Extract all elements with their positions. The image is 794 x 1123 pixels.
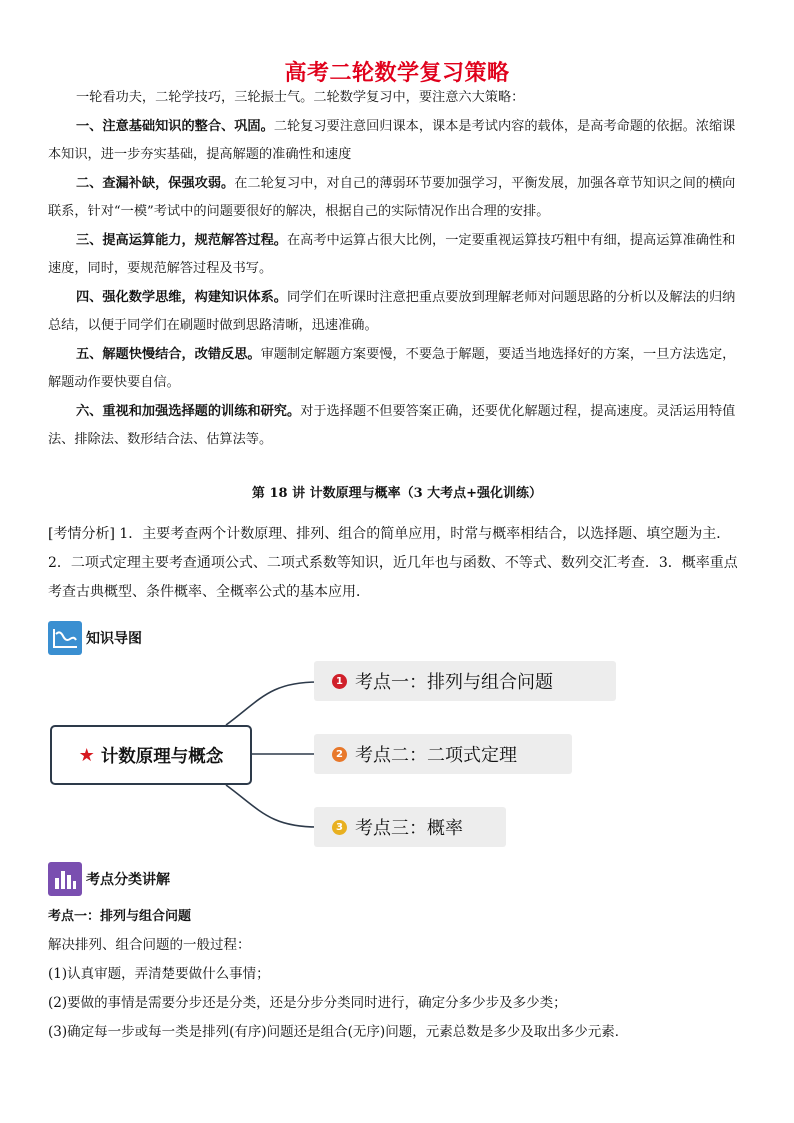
star-icon: ★ [78,744,95,766]
exam-analysis: [考情分析] 1．主要考查两个计数原理、排列、组合的简单应用，时常与概率相结合，以选择题、填空题为主．2．二项式定理主要考查通项公式、二项式系数等知识，近几年也与函数、不等式、数列交汇考查．3．概率重点考查古典概型、条件概率、全概率公式的基本应用． [48,526,738,600]
intro-paragraph: 一轮看功夫，二轮学技巧，三轮振士气。二轮数学复习中，要注意六大策略： [76,90,525,105]
strategy-section [48,84,748,455]
topic-one [48,902,748,1047]
strategy-paragraph: 四、强化数学思维，构建知识体系。同学们在听课时注意把重点要放到理解老师对问题思路的分析以及解法的归纳总结，以便于同学们在刷题时做到思路清晰，迅速准确。 [48,289,736,333]
bar-chart-icon [48,862,82,896]
page-title: 高考二轮数学复习策略 [284,61,510,86]
section-header-knowledge-map [48,621,142,655]
strategy-paragraph: 六、重视和加强选择题的训练和研究。对于选择题不但要答案正确，还要优化解题过程，提高速度。灵活运用特值法、排除法、数形结合法、估算法等。 [48,403,736,447]
strategy-paragraph: 二、查漏补缺，保强攻弱。在二轮复习中，对自己的薄弱环节要加强学习，平衡发展，加强各章节知识之间的横向联系，针对“一模”考试中的问题要很好的解决，根据自己的实际情况作出合理的安排。 [48,175,736,219]
number-badge: 3 [332,820,347,835]
strategy-paragraph: 一、注意基础知识的整合、巩固。二轮复习要注意回归课本，课本是考试内容的载体，是高考命题的依据。浓缩课本知识，进一步夯实基础，提高解题的准确性和速度 [48,118,736,162]
body-line: (1)认真审题，弄清楚要做什么事情； [48,966,270,982]
body-line: 解决排列、组合问题的一般过程： [48,937,251,953]
strategy-paragraph: 三、提高运算能力，规范解答过程。在高考中运算占很大比例，一定要重视运算技巧粗中有细，提高运算准确性和速度，同时，要规范解答过程及书写。 [48,232,736,276]
mindmap-node-2 [314,734,572,774]
section-label: 考点分类讲解 [86,872,170,888]
body-line: (3)确定每一步或每一类是排列(有序)问题还是组合(无序)问题，元素总数是多少及取出多少元素． [48,1024,629,1040]
topic-title: 考点一：排列与组合问题 [48,909,192,924]
mindmap-root [50,725,252,785]
mindmap-node-1 [314,661,616,701]
mindmap-node-label: 考点三：概率 [355,818,463,839]
mindmap-node-3 [314,807,506,847]
mindmap-node-label: 考点一：排列与组合问题 [355,672,553,693]
section-label: 知识导图 [86,631,142,647]
mindmap-node-label: 考点二：二项式定理 [355,745,517,766]
number-badge: 1 [332,674,347,689]
number-badge: 2 [332,747,347,762]
lecture-title: 第 18 讲 计数原理与概率（3 大考点+强化训练） [251,486,543,501]
section-header-topics [48,862,170,896]
mindmap-root-label: 计数原理与概念 [100,746,224,767]
strategy-paragraph: 五、解题快慢结合，改错反思。审题制定解题方案要慢，不要急于解题，要适当地选择好的方案，一旦方法选定，解题动作要快要自信。 [48,346,736,390]
line-chart-icon [48,621,82,655]
body-line: (2)要做的事情是需要分步还是分类，还是分步分类同时进行，确定分多少步及多少类； [48,995,567,1011]
